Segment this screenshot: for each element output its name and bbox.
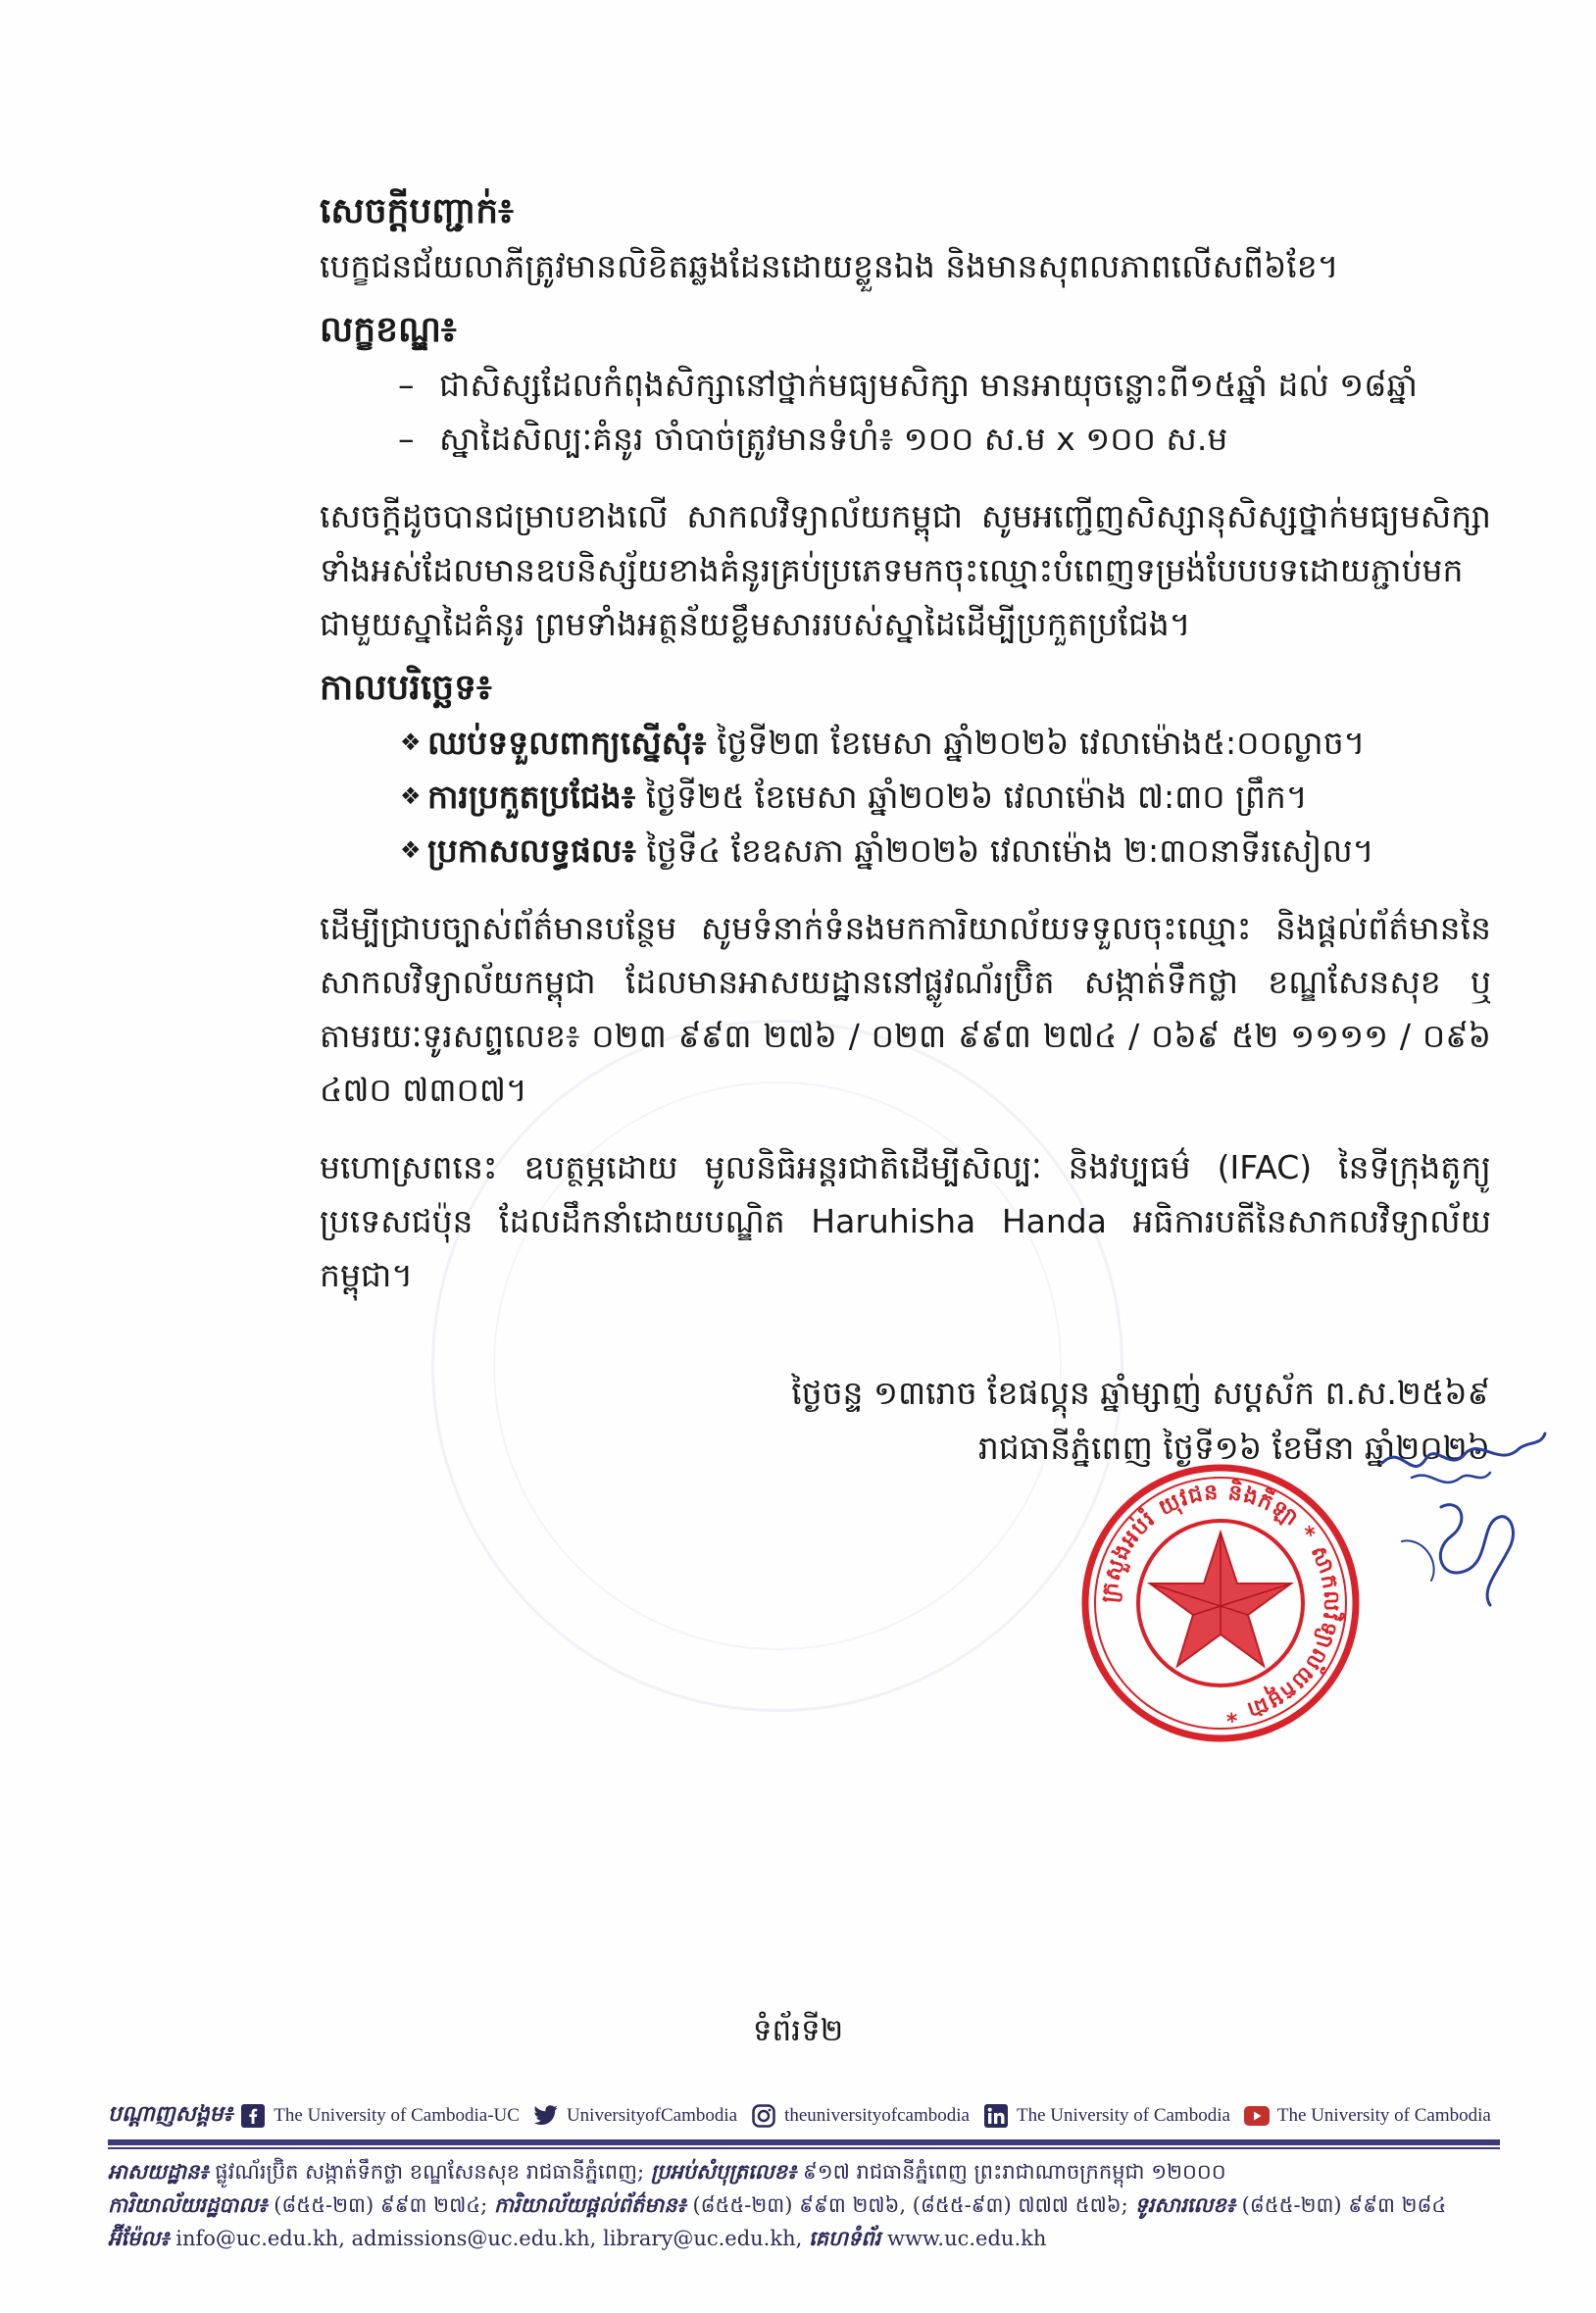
social-text: theuniversityofcambodia: [784, 2105, 970, 2126]
social-facebook[interactable]: [240, 2103, 520, 2129]
solar-date: រាជធានីភ្នំពេញ ថ្ងៃទី១៦ ខែមីនា ឆ្នាំ២០២៦: [977, 1429, 1490, 1467]
list-item: [320, 824, 1491, 878]
dash-marker: –: [398, 366, 415, 404]
address-label: អាសយដ្ឋាន៖: [108, 2159, 209, 2184]
seal-text: ក្រសួងអប់រំ យុវជន និងកីឡា * សាកលវិទ្យាល័យកម្ពុជា *: [1097, 1480, 1344, 1727]
sponsor-paragraph: មហោស្រពនេះ ឧបត្ថម្ភដោយ មូលនិធិអន្តរជាតិដើម្បីសិល្បៈ និងវប្បធម៌ (IFAC) នៃទីក្រុងតូក្យូ ប្រទេសជប៉ុន ដែលដឹកនាំដោយបណ្ឌិត Haruhisha Handa អធិការបតីនៃសាកលវិទ្យាល័យកម្ពុជា។: [320, 1148, 1491, 1294]
schedule-label: ការប្រកួតប្រជែង៖: [427, 778, 636, 816]
list-item: [320, 716, 1491, 770]
diamond-bullet-icon: ❖: [400, 729, 422, 756]
notice-heading: សេចក្តីបញ្ជាក់៖: [320, 191, 514, 231]
document-body: [320, 184, 1491, 1302]
email-links[interactable]: info@uc.edu.kh, admissions@uc.edu.kh, library@uc.edu.kh,: [175, 2227, 803, 2250]
requirement-text: ជាសិស្សដែលកំពុងសិក្សានៅថ្នាក់មធ្យមសិក្សា មានអាយុចន្លោះពី១៥ឆ្នាំ ដល់ ១៨ឆ្នាំ: [439, 366, 1418, 404]
social-linkedin[interactable]: [983, 2103, 1230, 2129]
diamond-bullet-icon: ❖: [400, 836, 422, 864]
footer-contact-info: [108, 2155, 1500, 2255]
page-number: ទំព័រទី២: [752, 2013, 844, 2048]
fax-label: ទូរសារលេខ៖: [1134, 2192, 1235, 2217]
requirements-list: [320, 358, 1491, 466]
social-label: បណ្តាញសង្គម៖: [108, 2101, 233, 2127]
social-twitter[interactable]: [533, 2103, 737, 2129]
lunar-date: ថ្ងៃចន្ទ ១៣រោច ខែផល្គុន ឆ្នាំម្សាញ់ សប្តស័ក ព.ស.២៥៦៩: [791, 1374, 1490, 1412]
schedule-heading: កាលបរិច្ឆេទ៖: [320, 668, 492, 708]
admin-office-label: ការិយាល័យរដ្ឋបាល៖: [108, 2192, 268, 2217]
website-label: គេហទំព័រ: [808, 2226, 881, 2250]
address-value: ផ្លូវណ័រប្រ៊ិត សង្កាត់ទឹកថ្លា ខណ្ឌសែនសុខ រាជធានីភ្នំពេញ;: [215, 2160, 645, 2184]
twitter-icon: [533, 2103, 559, 2129]
footer-divider: [108, 2139, 1500, 2145]
schedule-list: [320, 716, 1491, 878]
schedule-label: ឈប់ទទួលពាក្យស្នើសុំ៖: [427, 724, 707, 762]
list-item: [320, 412, 1491, 466]
facebook-icon: [240, 2103, 266, 2129]
instagram-icon: [751, 2103, 776, 2129]
list-item: [320, 770, 1491, 824]
social-text: The University of Cambodia: [1276, 2105, 1491, 2126]
social-media-bar: [108, 2096, 1500, 2136]
fax-value: (៨៥៥-២៣) ៩៩៣ ២៨៤: [1241, 2193, 1447, 2217]
diamond-bullet-icon: ❖: [400, 782, 422, 810]
dash-marker: –: [398, 420, 415, 458]
social-text: UniversityofCambodia: [566, 2105, 738, 2126]
social-text: The University of Cambodia: [1016, 2105, 1230, 2126]
info-office-phone: (៨៥៥-២៣) ៩៩៣ ២៧៦, (៨៥៥-៩៣) ៧៧៧ ៥៧៦;: [692, 2193, 1128, 2217]
info-office-label: ការិយាល័យផ្តល់ព័ត៌មាន៖: [493, 2192, 686, 2217]
social-text: The University of Cambodia-UC: [274, 2105, 520, 2126]
footer-line-address: [108, 2155, 1500, 2188]
list-item: [320, 358, 1491, 412]
footer-line-phones: [108, 2188, 1500, 2222]
social-instagram[interactable]: [751, 2103, 970, 2129]
invitation-paragraph: សេចក្តីដូចបានជម្រាបខាងលើ សាកលវិទ្យាល័យកម្ពុជា សូមអញ្ជើញសិស្សានុសិស្សថ្នាក់មធ្យមសិក្សាទាំងអស់ដែលមានឧបនិស្ស័យខាងគំនូរគ្រប់ប្រភេទមកចុះឈ្មោះបំពេញទម្រង់បែបបទដោយភ្ជាប់មកជាមួយស្នាដៃគំនូរ ព្រមទាំងអត្ថន័យខ្លឹមសាររបស់ស្នាដៃដើម្បីប្រកួតប្រជែង។: [320, 497, 1491, 643]
signature: [1372, 1424, 1549, 1620]
footer-line-web: [108, 2222, 1500, 2255]
schedule-value: ថ្ងៃទី២៣ ខែមេសា ឆ្នាំ២០២៦ វេលាម៉ោង៥:០០ល្ងាច។: [717, 724, 1366, 762]
website-link[interactable]: www.uc.edu.kh: [886, 2227, 1047, 2250]
notice-text: បេក្ខជនជ័យលាភីត្រូវមានលិខិតឆ្លងដែនដោយខ្លួនឯង និងមានសុពលភាពលើសពី៦ខែ។: [320, 247, 1339, 285]
youtube-icon: [1244, 2103, 1270, 2129]
admin-office-phone: (៨៥៥-២៣) ៩៩៣ ២៧៤;: [274, 2193, 488, 2217]
social-youtube[interactable]: [1244, 2103, 1491, 2129]
official-seal: [1078, 1461, 1363, 1745]
pobox-value: ៩១៧ រាជធានីភ្នំពេញ ព្រះរាជាណាចក្រកម្ពុជា ១២០០០: [802, 2160, 1226, 2184]
contact-paragraph: ដើម្បីជ្រាបច្បាស់ព័ត៌មានបន្ថែម សូមទំនាក់ទំនងមកការិយាល័យទទួលចុះឈ្មោះ និងផ្តល់ព័ត៌មាននៃសាកលវិទ្យាល័យកម្ពុជា ដែលមានអាសយដ្ឋាននៅផ្លូវណ័រប្រ៊ិត សង្កាត់ទឹកថ្លា ខណ្ឌសែនសុខ ឬ តាមរយៈទូរសព្ទលេខ៖ ០២៣ ៩៩៣ ២៧៦ / ០២៣ ៩៩៣ ២៧៤ / ០៦៩ ៥២ ១១១១ / ០៩៦ ៤៧០ ៧៣០៧។: [320, 909, 1491, 1109]
schedule-value: ថ្ងៃទី២៥ ខែមេសា ឆ្នាំ២០២៦ វេលាម៉ោង ៧:៣០ ព្រឹក។: [645, 778, 1308, 816]
schedule-value: ថ្ងៃទី៤ ខែឧសភា ឆ្នាំ២០២៦ វេលាម៉ោង ២:៣០នាទីរសៀល។: [646, 831, 1374, 870]
linkedin-icon: [983, 2103, 1009, 2129]
schedule-label: ប្រកាសលទ្ធផល៖: [427, 831, 636, 870]
requirements-heading: លក្ខខណ្ឌ៖: [320, 310, 457, 350]
requirement-text: ស្នាដៃសិល្បៈគំនូរ ចាំបាច់ត្រូវមានទំហំ៖ ១០០ ស.ម x ១០០ ស.ម: [439, 420, 1228, 458]
pobox-label: ប្រអប់សំបុត្រលេខ៖: [650, 2159, 797, 2184]
email-label: អ៊ីម៉ែល៖: [108, 2226, 170, 2250]
